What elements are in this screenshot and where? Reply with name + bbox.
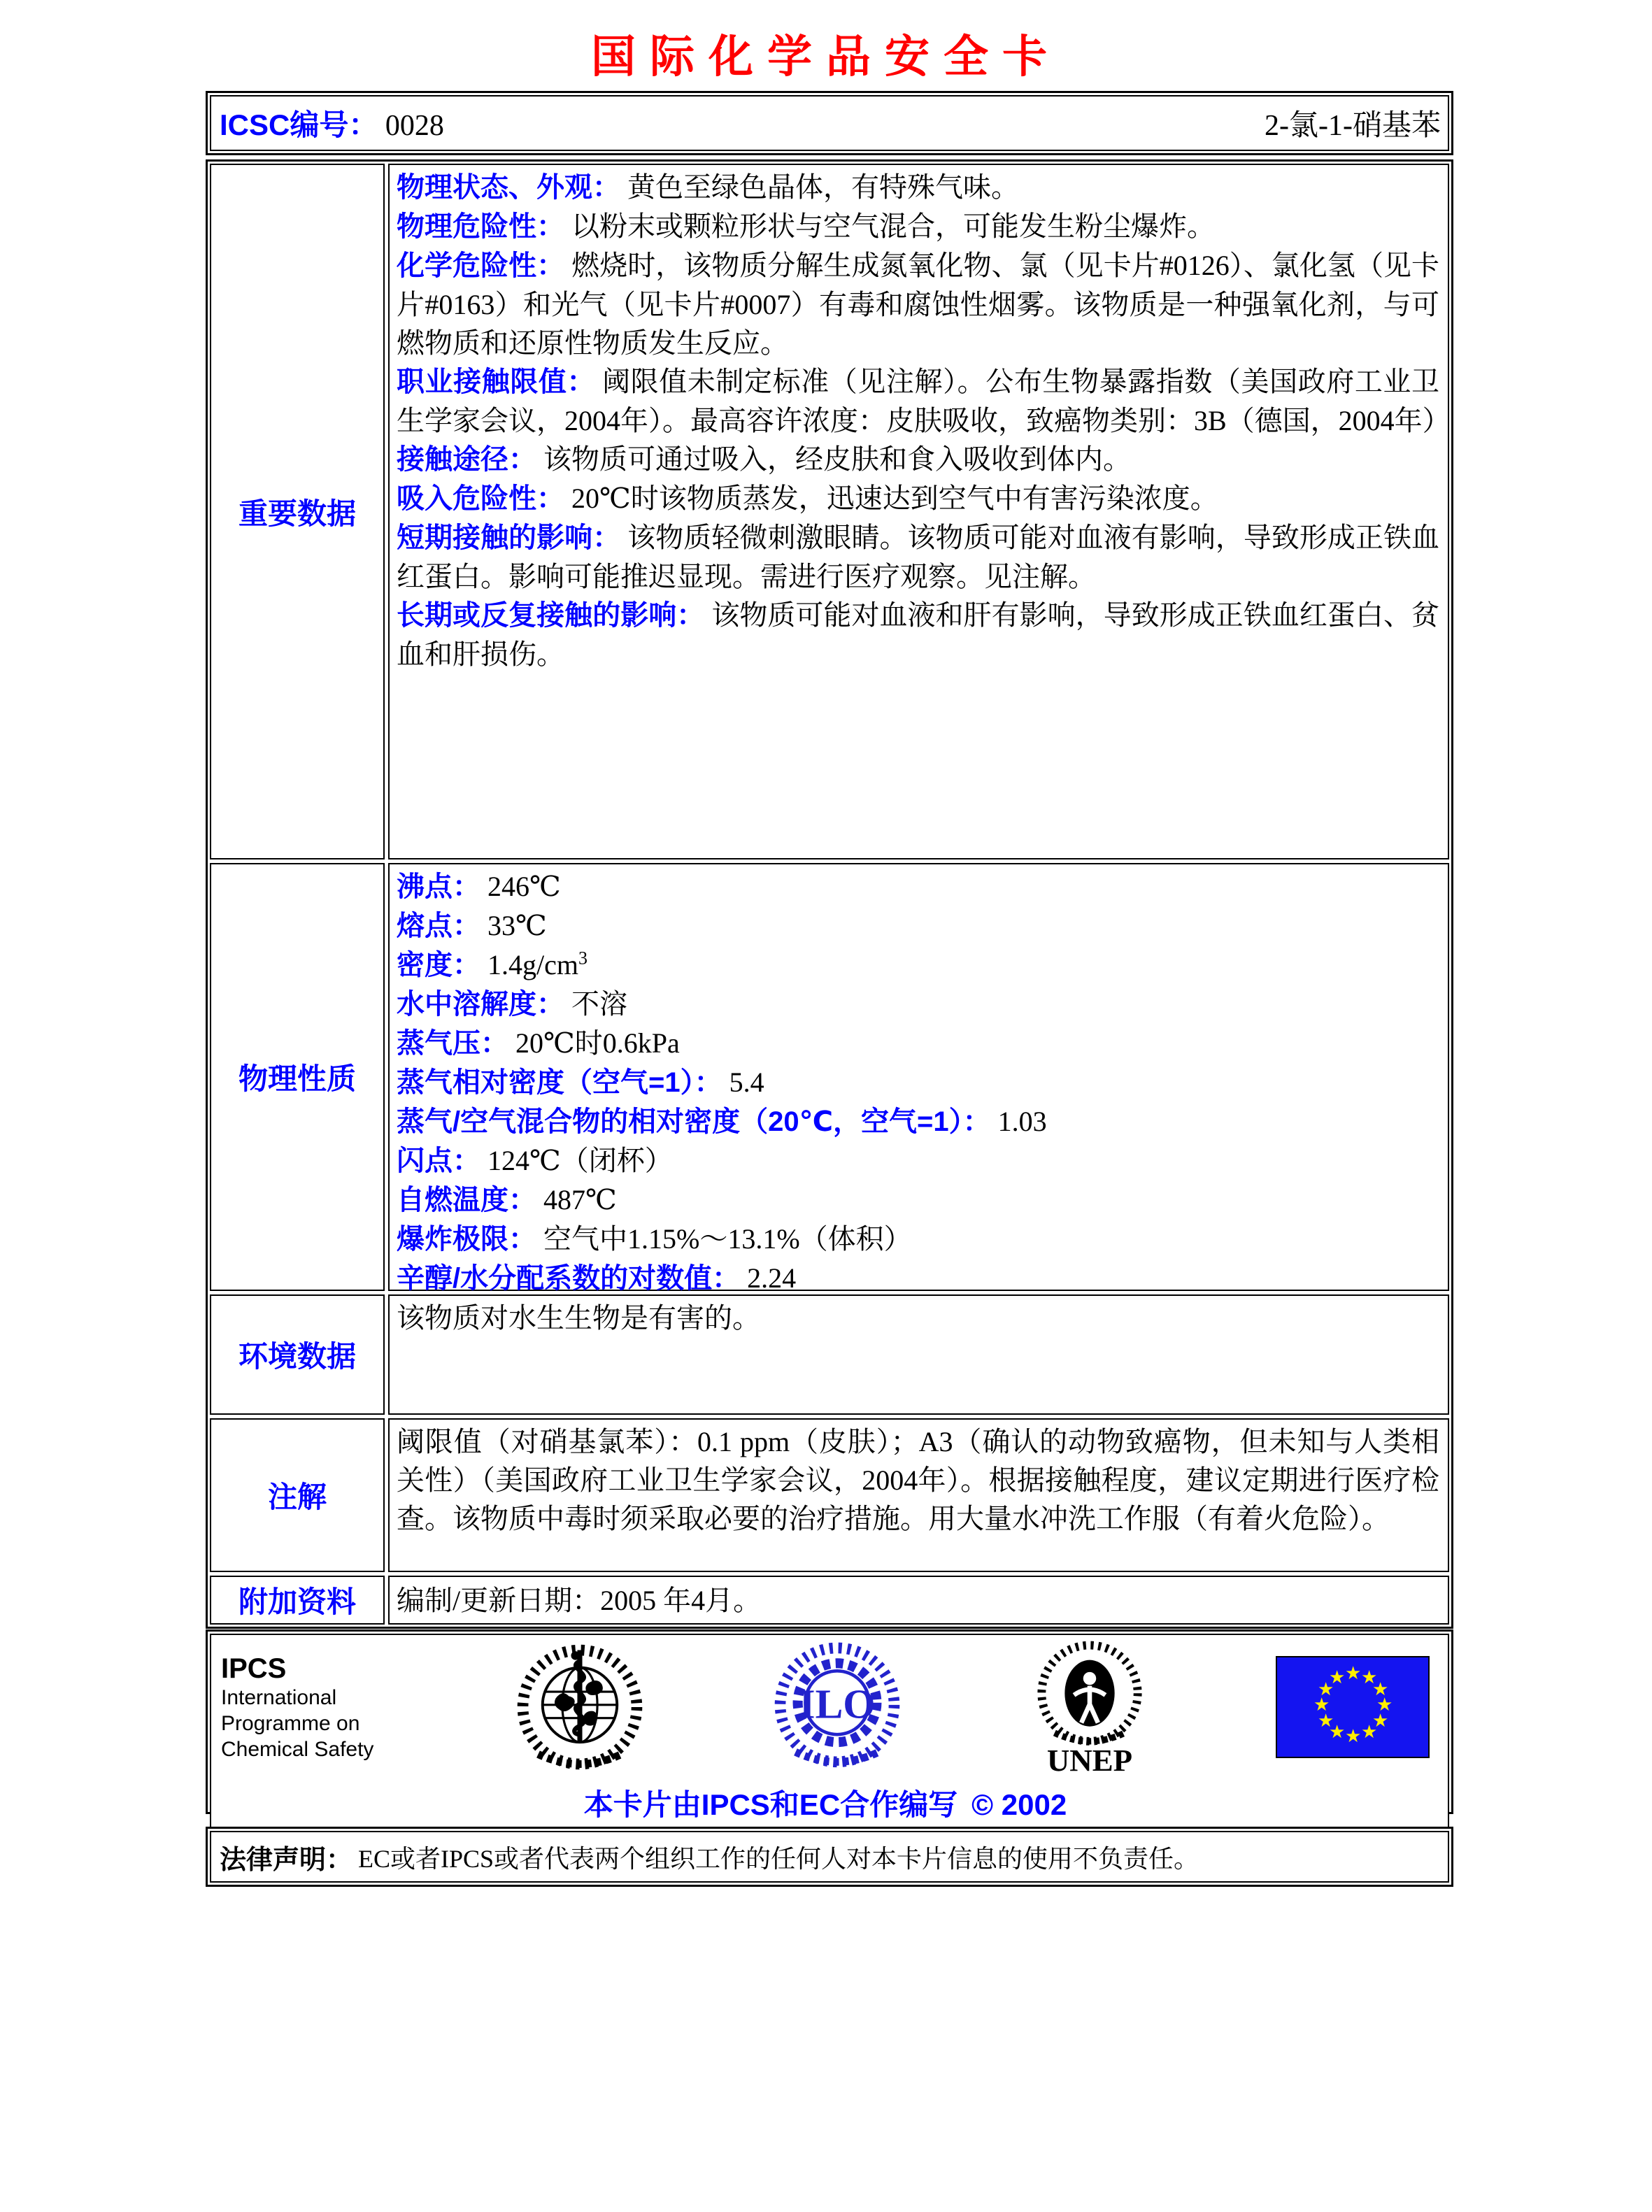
superscript: 3 (578, 948, 588, 969)
data-item: 物理状态、外观： 黄色至绿色晶体，有特殊气味。 (397, 171, 1019, 203)
physical-prop: 沸点： 246℃ (397, 871, 561, 902)
footer-cell (210, 1634, 1449, 1829)
physical-prop: 蒸气/空气混合物的相对密度（20℃，空气=1）： 1.03 (397, 1106, 1047, 1137)
section-content-environment: 该物质对水生生物是有害的。 (388, 1294, 1449, 1415)
legal-label: 法律声明： (220, 1845, 353, 1875)
physical-prop: 自燃温度： 487℃ (397, 1184, 617, 1215)
legal-table (206, 1827, 1453, 1887)
ipcs-wordmark: IPCS International Programme on Chemical Safety (221, 1653, 387, 1762)
physical-prop: 闪点： 124℃（闭杯） (397, 1145, 673, 1176)
section-label-environment: 环境数据 (210, 1294, 385, 1415)
main-table (206, 159, 1453, 1629)
icsc-number (220, 102, 444, 144)
footer-table (206, 1629, 1453, 1821)
data-item: 物理危险性： 以粉末或颗粒形状与空气混合，可能发生粉尘爆炸。 (397, 211, 1215, 242)
section-content-physical (388, 863, 1449, 1294)
data-item: 接触途径： 该物质可通过吸入，经皮肤和食入吸收到体内。 (397, 443, 1131, 475)
section-content-notes: 阈限值（对硝基氯苯）：0.1 ppm（皮肤）；A3（确认的动物致癌物，但未知与人类相关性）（美国政府工业卫生学家会议，2004年）。根据接触程度，建议定期进行医疗检查。该物质中毒时须采取必要的治疗措施。用大量水冲洗工作服（有着火危险）。 (388, 1418, 1449, 1572)
physical-prop: 水中溶解度： 不溶 (397, 988, 627, 1020)
ilo-emblem-icon (771, 1641, 903, 1773)
logos-row (221, 1642, 1430, 1776)
legal-notice (210, 1831, 1449, 1883)
physical-prop: 辛醇/水分配系数的对数值： 2.24 (397, 1262, 797, 1294)
physical-prop: 熔点： 33℃ (397, 910, 547, 941)
physical-prop: 爆炸极限： 空气中1.15%～13.1%（体积） (397, 1223, 912, 1255)
copyright-year: © 2002 (971, 1788, 1067, 1821)
chemical-name: 2-氯-1-硝基苯 (1265, 110, 1441, 142)
footer-caption: 本卡片由IPCS和EC合作编写 © 2002 (583, 1788, 1067, 1821)
header-row (210, 95, 1449, 151)
section-label-notes: 注解 (210, 1418, 385, 1572)
ilo-letters: ILO (799, 1681, 876, 1727)
eu-flag-icon (1276, 1656, 1430, 1758)
section-label-additional: 附加资料 (210, 1576, 385, 1625)
who-emblem-icon (514, 1641, 646, 1773)
ipcs-acronym: IPCS (221, 1653, 287, 1684)
icsc-number-label: ICSC编号： (220, 108, 378, 141)
header-table (206, 91, 1453, 155)
section-content-important (388, 164, 1449, 859)
section-label-important: 重要数据 (210, 164, 385, 859)
icsc-number-value: 0028 (385, 110, 444, 142)
unep-letters: UNEP (1046, 1743, 1132, 1776)
data-item: 长期或反复接触的影响： 该物质可能对血液和肝有影响，导致形成正铁血红蛋白、贫血和肝损伤。 (397, 599, 1440, 670)
unep-emblem-icon (1030, 1638, 1150, 1776)
section-label-physical: 物理性质 (210, 863, 385, 1291)
data-item: 吸入危险性： 20℃时该物质蒸发，迅速达到空气中有害污染浓度。 (397, 483, 1218, 514)
section-content-additional: 编制/更新日期：2005 年4月。 (388, 1576, 1449, 1625)
data-item: 化学危险性： 燃烧时，该物质分解生成氮氧化物、氯（见卡片#0126）、氯化氢（见卡片#0163）和光气（见卡片#0007）有毒和腐蚀性烟雾。该物质是一种强氧化剂，与可燃物质和还原性物质发生反应。 (397, 250, 1439, 359)
data-item: 职业接触限值： 阈限值未制定标准（见注解）。公布生物暴露指数（美国政府工业卫生学家会议，2004年）。最高容许浓度：皮肤吸收，致癌物类别：3B（德国，2004年） (397, 366, 1451, 436)
physical-prop: 蒸气相对密度（空气=1）： 5.4 (397, 1066, 764, 1098)
page-title: 国际化学品安全卡 (591, 31, 1061, 82)
data-item: 短期接触的影响： 该物质轻微刺激眼睛。该物质可能对血液有影响，导致形成正铁血红蛋白。影响可能推迟显现。需进行医疗观察。见注解。 (397, 522, 1440, 592)
physical-prop: 密度： $1.4g/cm^3$ (397, 948, 588, 980)
legal-text: EC或者IPCS或者代表两个组织工作的任何人对本卡片信息的使用不负责任。 (358, 1844, 1199, 1873)
physical-prop: 蒸气压： 20℃时0.6kPa (397, 1027, 680, 1059)
